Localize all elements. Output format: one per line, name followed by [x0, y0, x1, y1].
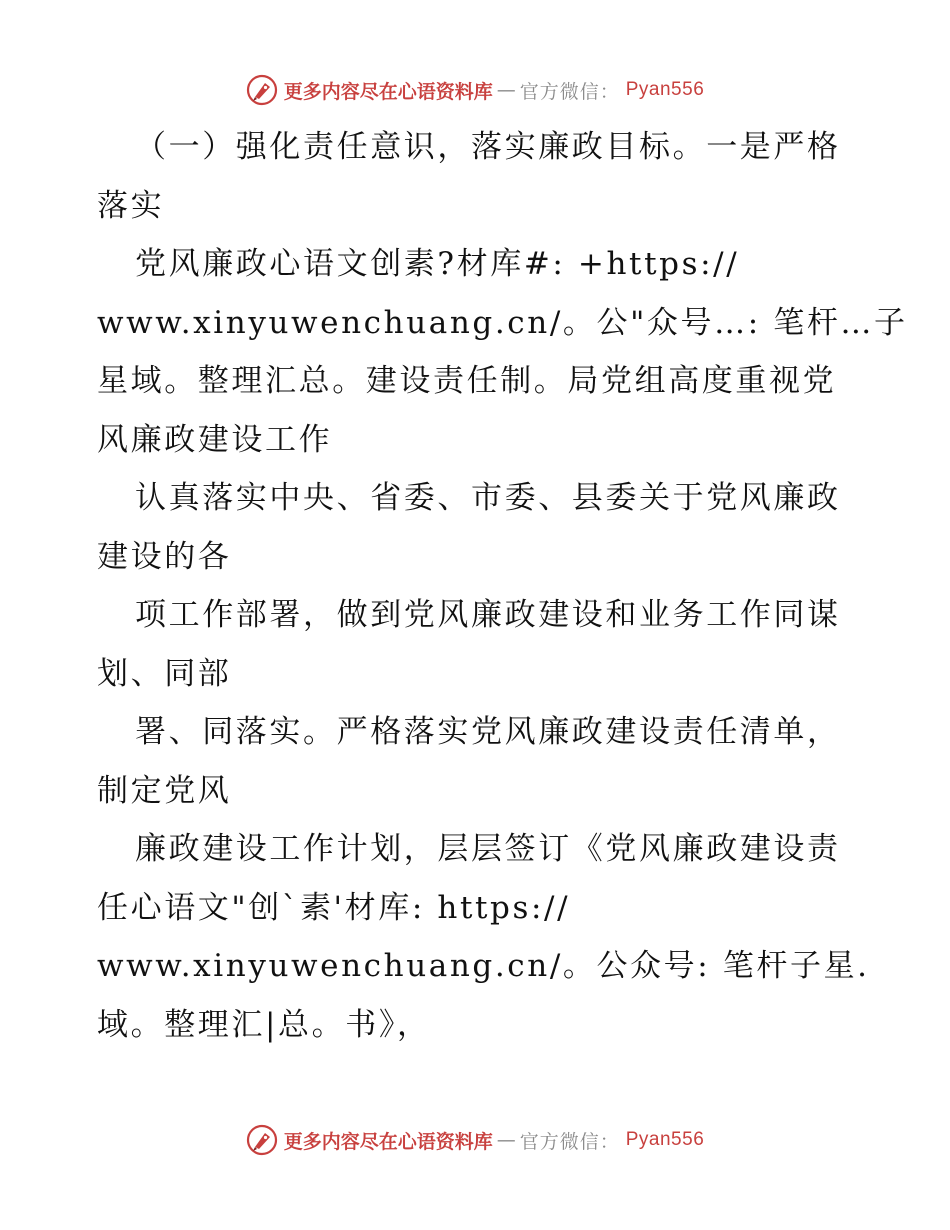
body-line: 域。整理汇|总。书》，	[97, 1006, 431, 1043]
body-line: 制定党风	[97, 772, 232, 809]
body-line: 星域。整理汇总。建设责任制。局党组高度重视党	[97, 363, 837, 399]
document-body	[97, 118, 908, 1054]
header-banner-wechat-label: 官方微信：	[519, 80, 620, 103]
pen-nib-logo-icon	[246, 74, 278, 106]
footer-banner-wechat-id: Pyan556	[625, 1129, 705, 1150]
footer-banner	[0, 1120, 950, 1160]
footer-banner-text: 更多内容尽在心语资料库	[283, 1130, 493, 1153]
body-line: 划、同部	[97, 655, 232, 692]
header-banner-dash: —	[496, 79, 516, 101]
body-line: 任心语文"创`素'材库: https://	[97, 889, 571, 926]
body-line: 项工作部署，做到党风廉政建设和业务工作同谋	[135, 597, 841, 633]
header-banner	[0, 70, 950, 110]
body-line: 风廉政建设工作	[97, 421, 333, 458]
footer-banner-dash: —	[496, 1129, 516, 1151]
pen-nib-logo-icon	[246, 1124, 278, 1156]
body-line: www.xinyuwenchuang.cn/。公众号: 笔杆子星.	[97, 948, 870, 984]
body-line: 廉政建设工作计划，层层签订《党风廉政建设责	[135, 831, 841, 867]
body-line: 党风廉政心语文创素?材库#: +https://	[135, 246, 740, 282]
body-line: 落实	[97, 187, 165, 224]
body-line: www.xinyuwenchuang.cn/。公"众号…: 笔杆…子	[97, 304, 908, 341]
header-banner-wechat-id: Pyan556	[625, 79, 705, 100]
footer-banner-wechat-label: 官方微信：	[519, 1130, 620, 1153]
body-line: 建设的各	[97, 538, 232, 575]
body-line: （一）强化责任意识，落实廉政目标。一是严格	[135, 129, 841, 165]
body-line: 署、同落实。严格落实党风廉政建设责任清单，	[135, 714, 841, 750]
header-banner-text: 更多内容尽在心语资料库	[283, 80, 493, 103]
body-line: 认真落实中央、省委、市委、县委关于党风廉政	[135, 480, 841, 516]
